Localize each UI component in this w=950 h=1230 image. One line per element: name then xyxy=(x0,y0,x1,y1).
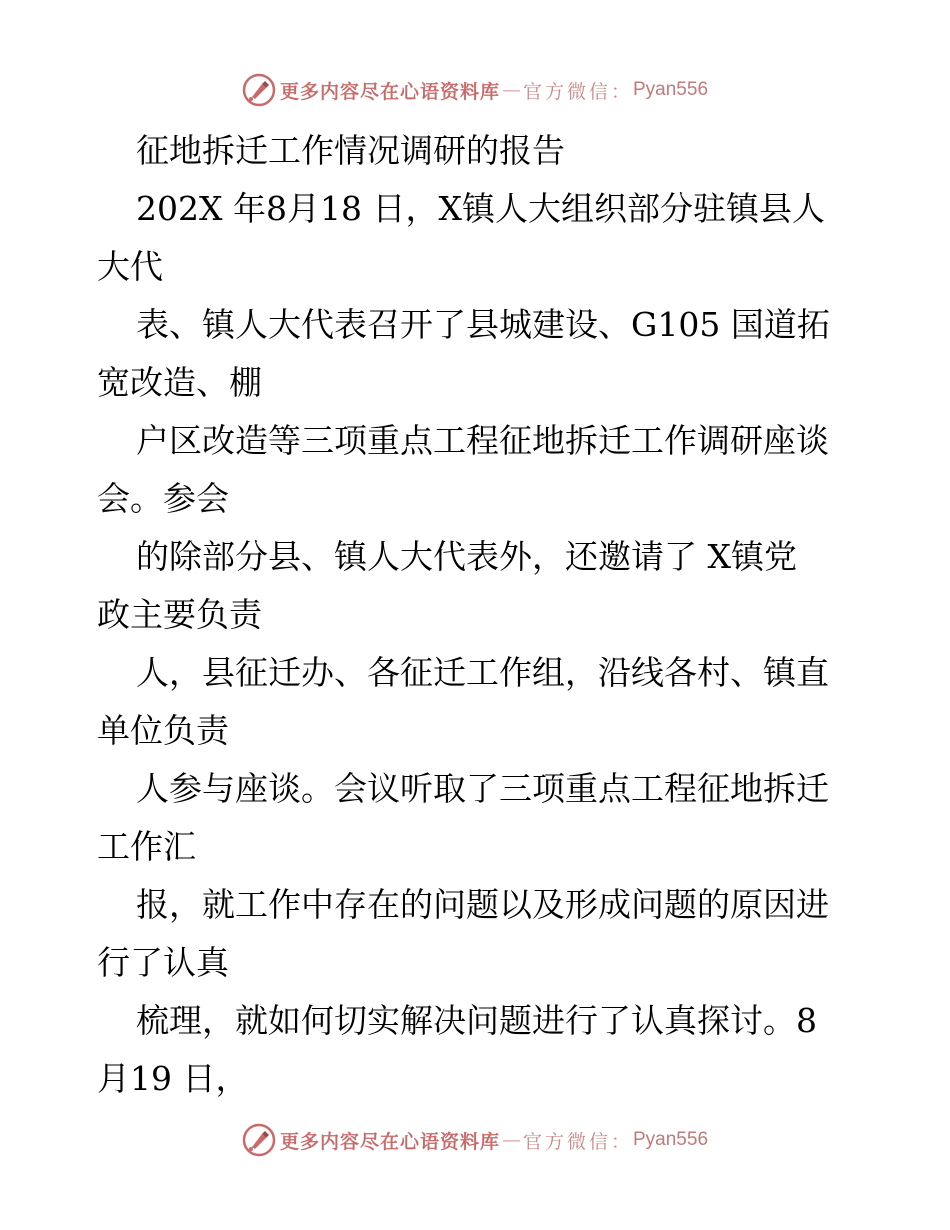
text-line: 人参与座谈。会议听取了三项重点工程征地拆迁 xyxy=(136,769,829,808)
banner-wechat-id: Pyan556 xyxy=(633,79,709,100)
footer-banner xyxy=(0,1120,950,1160)
banner-main-text: 更多内容尽在心语资料库 xyxy=(279,1130,500,1153)
banner-main-text: 更多内容尽在心语资料库 xyxy=(279,80,500,103)
banner-wechat-label: 官方微信： xyxy=(522,1130,633,1153)
text-line: 月19 日， xyxy=(97,1059,249,1098)
text-line: 户区改造等三项重点工程征地拆迁工作调研座谈 xyxy=(136,421,829,460)
text-line: 梳理，就如何切实解决问题进行了认真探讨。8 xyxy=(136,1001,817,1040)
text-line: 大代 xyxy=(97,247,163,286)
text-line: 表、镇人大代表召开了县城建设、G105 国道拓 xyxy=(136,305,830,344)
text-line: 工作汇 xyxy=(97,827,196,866)
banner-dash: — xyxy=(501,79,521,101)
banner-wechat-id: Pyan556 xyxy=(633,1129,709,1150)
text-line: 报，就工作中存在的问题以及形成问题的原因进 xyxy=(136,885,829,924)
text-line: 会。参会 xyxy=(97,479,229,518)
pen-nib-logo-icon xyxy=(242,73,276,107)
banner-dash: — xyxy=(501,1129,521,1151)
pen-nib-logo-icon xyxy=(242,1123,276,1157)
text-line: 单位负责 xyxy=(97,711,229,750)
banner-wechat-label: 官方微信： xyxy=(522,80,633,103)
text-line: 政主要负责 xyxy=(97,595,262,634)
text-line: 行了认真 xyxy=(97,943,229,982)
text-line: 宽改造、棚 xyxy=(97,363,262,402)
text-line: 的除部分县、镇人大代表外，还邀请了 X镇党 xyxy=(136,537,797,576)
document-body xyxy=(97,122,857,1108)
header-banner xyxy=(0,70,950,110)
text-line: 人，县征迁办、各征迁工作组，沿线各村、镇直 xyxy=(136,653,829,692)
document-title: 征地拆迁工作情况调研的报告 xyxy=(136,131,565,170)
text-line: 202X 年8月18 日，X镇人大组织部分驻镇县人 xyxy=(136,189,825,228)
